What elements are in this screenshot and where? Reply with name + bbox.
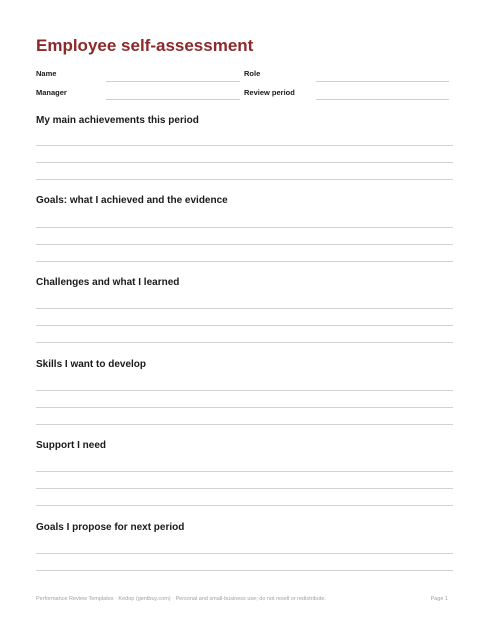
- next-goals-line-2[interactable]: [36, 570, 453, 571]
- review-period-field[interactable]: [316, 99, 449, 100]
- support-line-2[interactable]: [36, 488, 453, 489]
- name-field[interactable]: [106, 81, 240, 82]
- goals-achieved-line-3[interactable]: [36, 261, 453, 262]
- manager-field[interactable]: [106, 99, 240, 100]
- role-field[interactable]: [316, 81, 449, 82]
- challenges-line-1[interactable]: [36, 308, 453, 309]
- skills-line-2[interactable]: [36, 407, 453, 408]
- footer-notice: Performance Review Templates · Kedop (gentbuy.com) · Personal and small-business use; do not resell or redistribute.: [36, 596, 326, 602]
- role-label: Role: [244, 69, 261, 78]
- challenges-line-3[interactable]: [36, 342, 453, 343]
- section-heading-support: Support I need: [36, 440, 106, 451]
- support-line-3[interactable]: [36, 505, 453, 506]
- achievements-line-3[interactable]: [36, 179, 453, 180]
- goals-achieved-line-1[interactable]: [36, 227, 453, 228]
- support-line-1[interactable]: [36, 471, 453, 472]
- section-heading-next-goals: Goals I propose for next period: [36, 522, 185, 533]
- section-heading-achievements: My main achievements this period: [36, 115, 199, 126]
- section-heading-skills: Skills I want to develop: [36, 359, 147, 370]
- next-goals-line-1[interactable]: [36, 553, 453, 554]
- achievements-line-2[interactable]: [36, 162, 453, 163]
- page-title: Employee self-assessment: [36, 36, 254, 55]
- goals-achieved-line-2[interactable]: [36, 244, 453, 245]
- skills-line-3[interactable]: [36, 424, 453, 425]
- skills-line-1[interactable]: [36, 390, 453, 391]
- section-heading-goals-achieved: Goals: what I achieved and the evidence: [36, 195, 228, 206]
- manager-label: Manager: [36, 88, 67, 97]
- achievements-line-1[interactable]: [36, 145, 453, 146]
- challenges-line-2[interactable]: [36, 325, 453, 326]
- page-number: Page 1: [430, 596, 448, 602]
- name-label: Name: [36, 69, 57, 78]
- review-period-label: Review period: [244, 88, 295, 97]
- section-heading-challenges: Challenges and what I learned: [36, 277, 180, 288]
